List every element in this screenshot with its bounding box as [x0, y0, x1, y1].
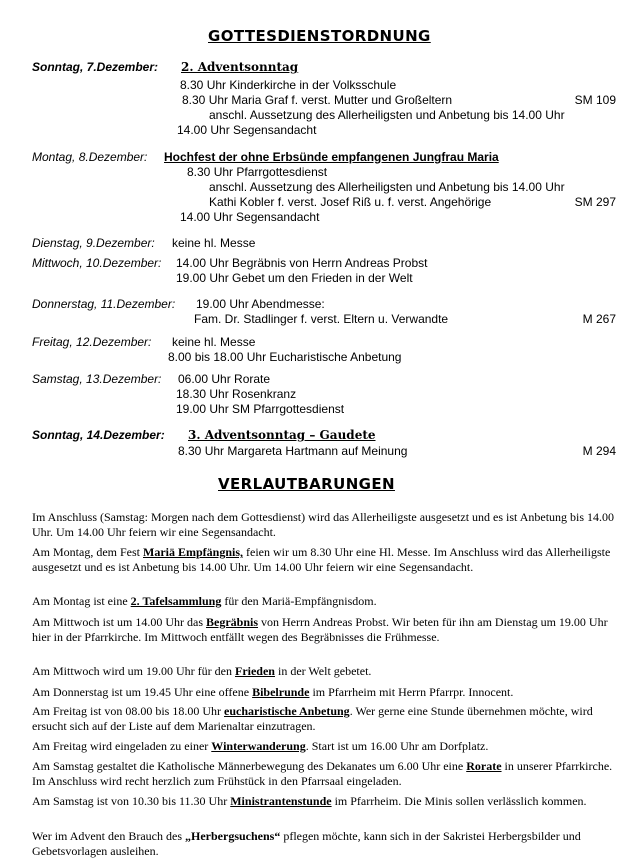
announcement: Am Samstag gestaltet die Katholische Männerbewegung des Dekanates um 6.00 Uhr eine Rorate in unserer Pfarrkirche. Im Anschluss wird recht herzlich zum Frühstück in den Pfarrsaal eingeladen. — [32, 759, 613, 788]
announcement: Am Mittwoch wird um 19.00 Uhr für den Frieden in der Welt gebetet. — [32, 664, 372, 678]
mass-reference: SM 109 — [574, 93, 616, 107]
mass-reference: M 267 — [582, 312, 616, 326]
announcement: Am Freitag ist von 08.00 bis 18.00 Uhr eucharistische Anbetung. Wer gerne eine Stunde übernehmen möchte, wird ersucht sich auf der Liste auf dem Marienaltar einzutragen. — [32, 704, 593, 733]
mass-reference: SM 297 — [574, 195, 616, 209]
announcement: Wer im Advent den Brauch des „Herbergsuchens“ pflegen möchte, kann sich in der Sakristei Herbergsbilder und Gebetsvorlagen ausleihen. — [32, 829, 581, 858]
service-line: 8.30 Uhr Kinderkirche in der Volksschule — [180, 78, 397, 92]
announcement-keyword: Frieden — [234, 664, 275, 678]
day-label-9: Dienstag, 9.Dezember: — [32, 236, 155, 250]
announcement-keyword: Ministrantenstunde — [230, 794, 332, 808]
announcement-keyword: 2. Tafelsammlung — [130, 594, 222, 608]
service-line: 14.00 Uhr Begräbnis von Herrn Andreas Probst — [176, 256, 428, 270]
day-label-8: Montag, 8.Dezember: — [32, 150, 148, 164]
announcement-keyword: eucharistische Anbetung — [224, 704, 350, 718]
announcement: Am Samstag ist von 10.30 bis 11.30 Uhr Ministrantenstunde im Pfarrheim. Die Minis sollen verlässlich kommen. — [32, 794, 587, 808]
day-label-10: Mittwoch, 10.Dezember: — [32, 256, 162, 270]
announcement-keyword: Rorate — [466, 759, 502, 773]
service-line: 14.00 Uhr Segensandacht — [177, 123, 317, 137]
service-line: keine hl. Messe — [172, 335, 256, 349]
service-line: anschl. Aussetzung des Allerheiligsten und Anbetung bis 14.00 Uhr — [209, 108, 565, 122]
service-line: 8.30 Uhr Margareta Hartmann auf Meinung — [178, 444, 408, 458]
service-line: 19.00 Uhr Gebet um den Frieden in der Welt — [176, 271, 413, 285]
service-line: 14.00 Uhr Segensandacht — [180, 210, 320, 224]
service-line: 8.30 Uhr Pfarrgottesdienst — [187, 165, 328, 179]
announcement-keyword: Mariä Empfängnis, — [143, 545, 244, 559]
service-line: 8.00 bis 18.00 Uhr Eucharistische Anbetung — [168, 350, 402, 364]
service-line: Kathi Kobler f. verst. Josef Riß u. f. verst. Angehörige — [209, 195, 492, 209]
day-label-13: Samstag, 13.Dezember: — [32, 372, 162, 386]
announcement-keyword: Bibelrunde — [252, 685, 310, 699]
service-line: 8.30 Uhr Maria Graf f. verst. Mutter und Großeltern — [182, 93, 453, 107]
page-title: GOTTESDIENSTORDNUNG — [208, 27, 431, 45]
announcement-keyword: Winterwanderung — [211, 739, 306, 753]
announcement: Am Montag ist eine 2. Tafelsammlung für den Mariä-Empfängnisdom. — [32, 594, 377, 608]
feast-title-14: 3. Adventsonntag – Gaudete — [188, 428, 376, 442]
day-label-7: Sonntag, 7.Dezember: — [32, 60, 159, 74]
service-line: 18.30 Uhr Rosenkranz — [176, 387, 297, 401]
announcement: Im Anschluss (Samstag: Morgen nach dem Gottesdienst) wird das Allerheiligste ausgesetzt und es ist Anbetung bis 14.00 Uhr. Um 14.00 Uhr feiern wir eine Segensandacht. — [32, 510, 615, 539]
day-label-12: Freitag, 12.Dezember: — [32, 335, 152, 349]
announcement-keyword: „Herbergsuchens“ — [185, 829, 281, 843]
service-line: Fam. Dr. Stadlinger f. verst. Eltern u. Verwandte — [194, 312, 449, 326]
service-line: 19.00 Uhr Abendmesse: — [196, 297, 325, 311]
mass-reference: M 294 — [582, 444, 616, 458]
service-line: keine hl. Messe — [172, 236, 256, 250]
service-line: anschl. Aussetzung des Allerheiligsten und Anbetung bis 14.00 Uhr — [209, 180, 565, 194]
day-label-14: Sonntag, 14.Dezember: — [32, 428, 165, 442]
service-line: 06.00 Uhr Rorate — [178, 372, 271, 386]
feast-title-8: Hochfest der ohne Erbsünde empfangenen Jungfrau Maria — [164, 150, 499, 164]
announcement: Am Montag, dem Fest Mariä Empfängnis, feien wir um 8.30 Uhr eine Hl. Messe. Im Anschluss wird das Allerheiligste ausgesetzt und es ist Anbetung bis 14.00 Uhr. Um 14.00 Uhr feiern wir eine Segensandacht. — [32, 545, 611, 574]
announcement: Am Mittwoch ist um 14.00 Uhr das Begräbnis von Herrn Andreas Probst. Wir beten für ihn am Dienstag um 19.00 Uhr hier in der Pfarrkirche. Im Mittwoch entfällt wegen des Begräbnisses die Frühmesse. — [32, 615, 608, 644]
announcements-title: VERLAUTBARUNGEN — [218, 475, 395, 493]
announcement: Am Donnerstag ist um 19.45 Uhr eine offene Bibelrunde im Pfarrheim mit Herrn Pfarrpr. Innocent. — [32, 685, 514, 699]
announcement: Am Freitag wird eingeladen zu einer Winterwanderung. Start ist um 16.00 Uhr am Dorfplatz. — [32, 739, 489, 753]
service-line: 19.00 Uhr SM Pfarrgottesdienst — [176, 402, 345, 416]
day-label-11: Donnerstag, 11.Dezember: — [32, 297, 176, 311]
announcement-keyword: Begräbnis — [206, 615, 259, 629]
feast-title-7: 2. Adventsonntag — [181, 60, 299, 74]
